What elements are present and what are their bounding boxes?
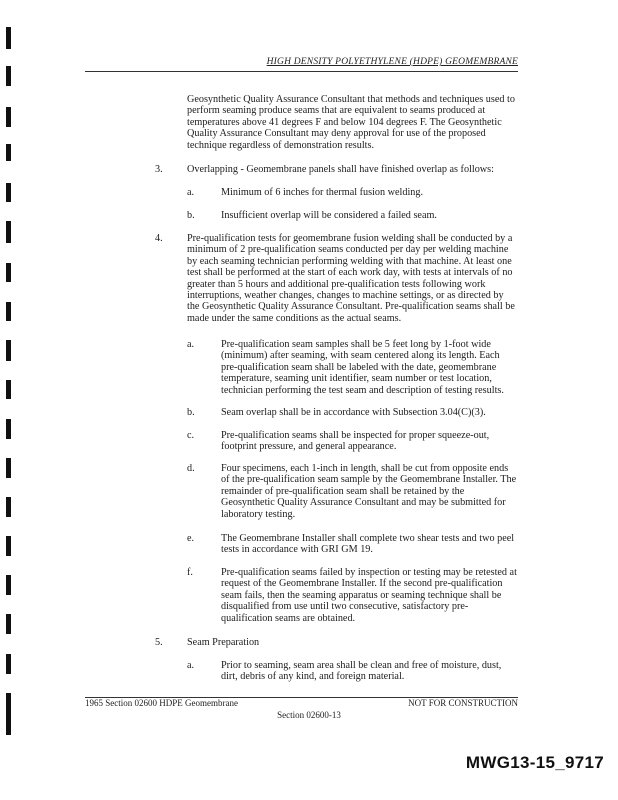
binder-hole-mark [6, 380, 11, 399]
subitem-letter: a. [187, 339, 195, 350]
binder-hole-mark [6, 497, 11, 517]
item-4c-text: Pre-qualification seams shall be inspected for proper squeeze-out, footprint pressure, and general appearance. [221, 430, 490, 453]
item-number: 4. [155, 233, 163, 244]
footer-left: 1965 Section 02600 HDPE Geomembrane [85, 698, 238, 708]
header-rule [85, 71, 518, 72]
item-4e-text: The Geomembrane Installer shall complete two shear tests and two peel tests in accordance with GRI GM 19. [221, 533, 515, 556]
bates-stamp: MWG13-15_9717 [465, 753, 604, 772]
binder-hole-mark [6, 419, 11, 439]
item-number: 3. [155, 164, 163, 175]
binder-hole-mark [6, 183, 11, 202]
binder-hole-mark [6, 458, 11, 478]
item-4-text: Pre-qualification tests for geomembrane fusion welding shall be conducted by a minimum of 2 pre-qualification seams conducted per day per welding machine by each seaming technician performing welding with that machine. At least one test shall be performed at the start of each work day, with tests at intervals of no greater than 5 hours and additional pre-qualification tests following work interruptions, weather changes, changes to machine settings, or as directed by the Geosynthetic Quality Assurance Consultant. Pre-qualification seams shall be made under the same conditions as the actual seams. [187, 233, 515, 324]
binder-hole-mark [6, 107, 11, 127]
binder-hole-mark [6, 263, 11, 282]
binder-hole-mark [6, 27, 11, 49]
binder-hole-mark [6, 144, 11, 161]
subitem-letter: c. [187, 430, 195, 441]
item-4a-text: Pre-qualification seam samples shall be 5 feet long by 1-foot wide (minimum) after seaming, with seam centered along its length. Each pre-qualification seam shall be labeled with the date, geomembrane temperature, seaming unit identifier, seam number or test location, technician performing the test seam and description of testing results. [221, 339, 504, 396]
binder-hole-mark [6, 302, 11, 321]
subitem-letter: d. [187, 463, 195, 474]
intro-paragraph: Geosynthetic Quality Assurance Consultant that methods and techniques used to perform seaming produce seams that are equivalent to seams produced at temperatures above 41 degrees F and below 104 degrees F. The Geosynthetic Quality Assurance Consultant may deny approval for use of the proposed technique regardless of demonstration results. [187, 94, 515, 151]
binder-hole-mark [6, 221, 11, 243]
item-4d-text: Four specimens, each 1-inch in length, shall be cut from opposite ends of the pre-qualification seam sample by the Geomembrane Installer. The remainder of pre-qualification seam shall be retained by the Geosynthetic Quality Assurance Consultant and may be submitted for laboratory testing. [221, 463, 517, 520]
subitem-letter: b. [187, 407, 195, 418]
binder-hole-mark [6, 536, 11, 556]
item-5a-text: Prior to seaming, seam area shall be clean and free of moisture, dust, dirt, debris of any kind, and foreign material. [221, 660, 502, 683]
item-3a-text: Minimum of 6 inches for thermal fusion welding. [221, 187, 424, 198]
subitem-letter: b. [187, 210, 195, 221]
item-5-heading: Seam Preparation [187, 637, 260, 648]
item-3-text: Overlapping - Geomembrane panels shall have finished overlap as follows: [187, 164, 494, 175]
subitem-letter: a. [187, 187, 195, 198]
binder-hole-mark [6, 614, 11, 634]
binder-hole-mark [6, 340, 11, 361]
footer-right: NOT FOR CONSTRUCTION [408, 698, 518, 708]
item-4f-text: Pre-qualification seams failed by inspection or testing may be retested at request of the Geomembrane Installer. If the second pre-qualification seam fails, then the seaming apparatus or seaming technique shall be disqualified from use until two consecutive, satisfactory pre-qualification seams are obtained. [221, 567, 517, 624]
subitem-letter: a. [187, 660, 195, 671]
item-number: 5. [155, 637, 163, 648]
binder-hole-mark [6, 575, 11, 595]
binder-hole-mark [6, 654, 11, 674]
subitem-letter: f. [187, 567, 193, 578]
item-4b-text: Seam overlap shall be in accordance with Subsection 3.04(C)(3). [221, 407, 486, 418]
footer-page-number: Section 02600-13 [277, 710, 341, 720]
item-3b-text: Insufficient overlap will be considered a failed seam. [221, 210, 437, 221]
section-header-title: HIGH DENSITY POLYETHYLENE (HDPE) GEOMEMBRANE [266, 57, 518, 67]
binder-hole-mark [6, 66, 11, 86]
subitem-letter: e. [187, 533, 195, 544]
